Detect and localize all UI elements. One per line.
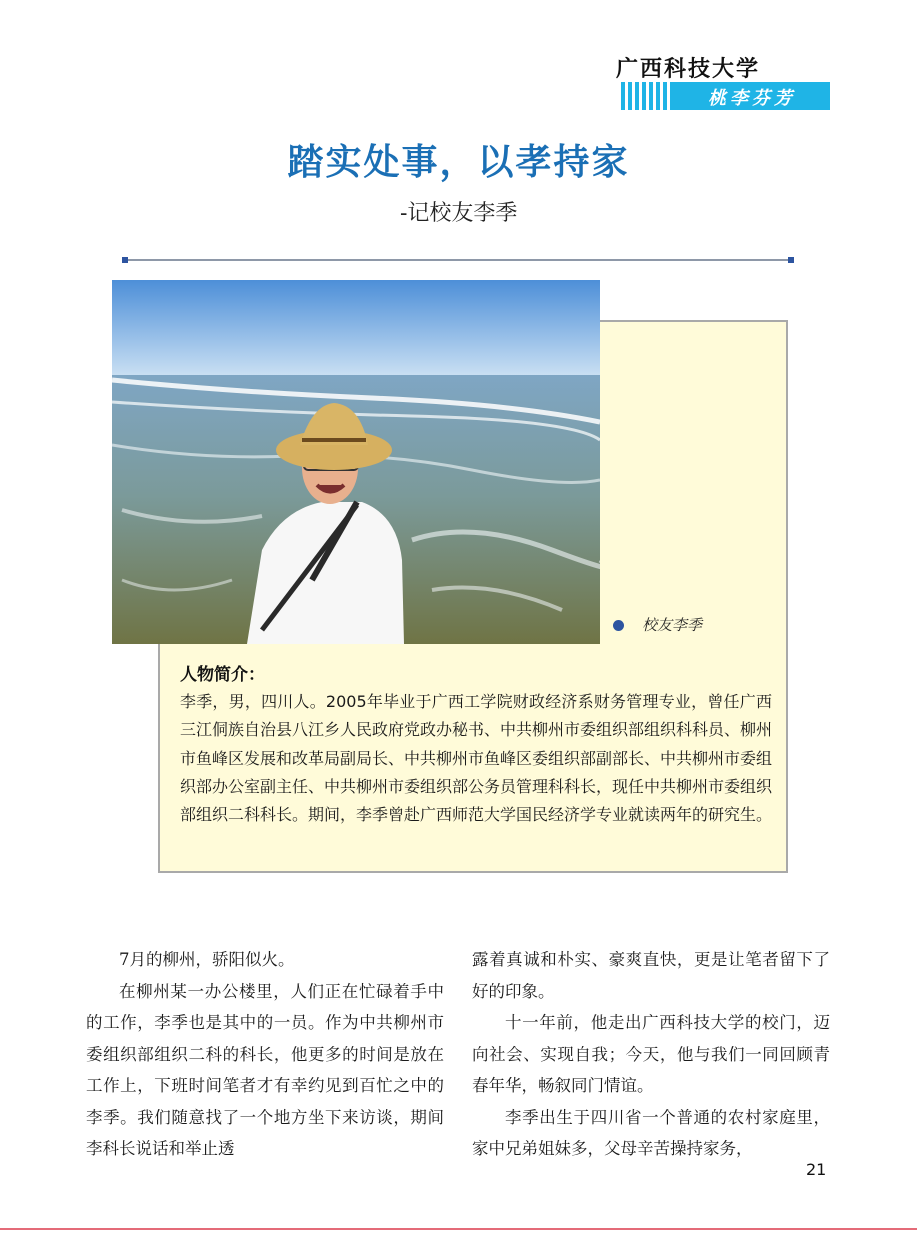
caption-bullet <box>613 620 624 631</box>
photo-caption: 校友李季 <box>642 616 703 634</box>
bio-text: 李季，男，四川人。2005年毕业于广西工学院财政经济系财务管理专业，曾任广西三江侗族自治县八江乡人民政府党政办秘书、中共柳州市委组织部组织科科员、柳州市鱼峰区发展和改革局副局长、中共柳州市鱼峰区委组织部副部长、中共柳州市委组织部办公室副主任、中共柳州市委组织部公务员管理科科长，现任中共柳州市委组织部组织二科科长。期间，李季曾赴广西师范大学国民经济学专业就读两年的研究生。 <box>180 692 773 825</box>
body-column-right <box>472 944 830 1158</box>
page-number: 21 <box>806 1160 827 1179</box>
paragraph: 露着真诚和朴实、豪爽直快，更是让笔者留下了好的印象。 <box>472 950 830 1001</box>
paragraph: 十一年前，他走出广西科技大学的校门，迈向社会、实现自我；今天，他与我们一同回顾青春年华，畅叙同门情谊。 <box>472 1013 830 1095</box>
paragraph: 在柳州某一办公楼里，人们正在忙碌着手中的工作，李季也是其中的一员。作为中共柳州市委组织部组织二科的科长，他更多的时间是放在工作上，下班时间笔者才有幸约见到百忙之中的李季。我们随意找了一个地方坐下来访谈，期间李科长说话和举止透 <box>86 981 444 1158</box>
header-section-label: 桃李芬芳 <box>708 88 796 109</box>
article-title: 踏实处事，以孝持家 <box>287 141 630 183</box>
paragraph: 李季出生于四川省一个普通的农村家庭里，家中兄弟姐妹多，父母辛苦操持家务， <box>472 1107 830 1158</box>
bio-heading: 人物简介： <box>180 665 265 685</box>
title-divider <box>122 257 794 263</box>
profile-photo <box>112 280 600 644</box>
article-subtitle: -记校友李季 <box>400 201 518 226</box>
header-section-bar <box>618 82 830 110</box>
header-school-name: 广西科技大学 <box>616 56 761 82</box>
paragraph: 7月的柳州，骄阳似火。 <box>119 950 295 969</box>
header-stripes <box>618 82 674 110</box>
body-column-left <box>86 944 444 1158</box>
bottom-rule <box>0 1228 917 1230</box>
